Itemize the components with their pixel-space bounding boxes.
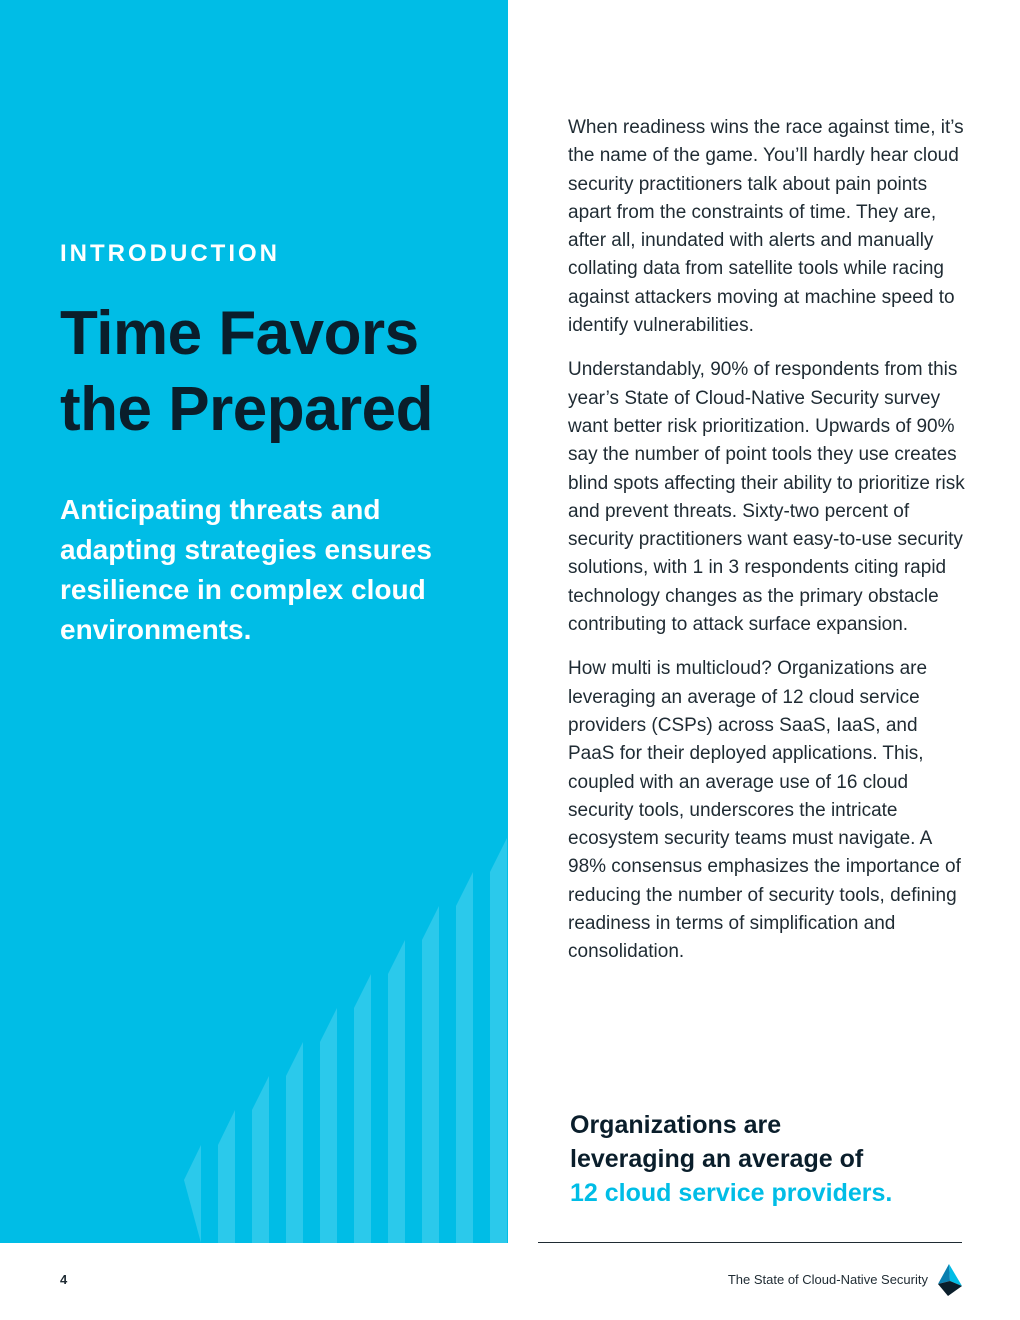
body-paragraph: Understandably, 90% of respondents from this year’s State of Cloud-Native Security survey want better risk prioritization. Upwards of 90% say the number of point tools they use creates blind spots affecting their ability to prioritize risk and prevent threats. Sixty-two percent of security practitioners want easy-to-use security solutions, with 1 in 3 respondents citing rapid technology changes as the primary obstacle contributing to attack surface expansion. <box>568 359 965 636</box>
footer-divider <box>538 1242 962 1243</box>
pull-quote-highlight: 12 cloud service providers. <box>570 1179 893 1207</box>
body-paragraph: When readiness wins the race against time, it’s the name of the game. You’ll hardly hear cloud security practitioners talk about pain points apart from the constraints of time. They are, after all, inundated with alerts and manually collating data from satellite tools while racing against attackers moving at machine speed to identify vulnerabilities. <box>568 117 964 337</box>
pull-quote-line: leveraging an average of <box>570 1145 864 1173</box>
page-subtitle: Anticipating threats and adapting strategies ensures resilience in complex cloud environments. <box>60 494 432 645</box>
pull-quote <box>570 1108 970 1210</box>
section-eyebrow: INTRODUCTION <box>60 240 280 267</box>
pull-quote-line: Organizations are <box>570 1111 782 1139</box>
footer-doc-title: The State of Cloud-Native Security <box>727 1272 928 1287</box>
brand-arrow-logo-icon <box>936 1264 962 1296</box>
body-text-column <box>568 114 968 983</box>
page-number: 4 <box>60 1272 68 1287</box>
body-paragraph: How multi is multicloud? Organizations are leveraging an average of 12 cloud service providers (CSPs) across SaaS, IaaS, and PaaS for their deployed applications. This, coupled with an average use of 16 cloud security tools, underscores the intricate ecosystem security teams must navigate. A 98% consensus emphasizes the importance of reducing the number of security tools, defining readiness in terms of simplification and consolidation. <box>568 658 961 963</box>
intro-panel <box>0 0 508 1243</box>
page-title: Time Favors the Prepared <box>60 299 434 444</box>
